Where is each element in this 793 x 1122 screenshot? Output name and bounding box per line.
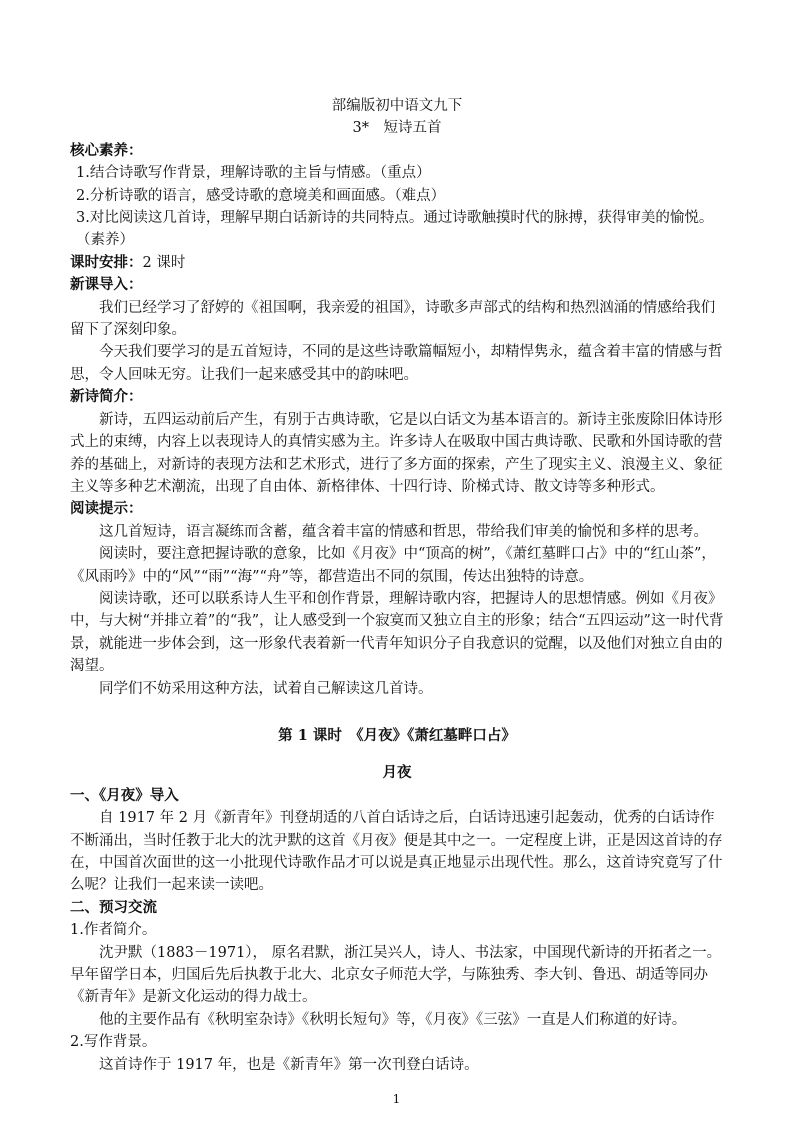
author-label: 1.作者简介。 xyxy=(70,922,157,939)
document-body xyxy=(70,95,724,1076)
reading-paragraph: 同学们不妨采用这种方法，试着自己解读这几首诗。 xyxy=(99,680,433,697)
spacer xyxy=(70,700,724,725)
reading-heading: 阅读提示： xyxy=(70,500,143,518)
schedule-line xyxy=(70,252,724,274)
spacer xyxy=(70,747,724,762)
newpoem-heading: 新诗简介： xyxy=(70,388,143,406)
page-number: 1 xyxy=(392,1092,401,1106)
reading-paragraph: 这几首短诗，语言凝练而含蓄，蕴含着丰富的情感和哲思，带给我们审美的愉悦和多样的思考。 xyxy=(99,523,708,540)
section1-heading: 一、《月夜》导入 xyxy=(70,786,179,804)
intro-paragraph: 我们已经学习了舒婷的《祖国啊，我亲爱的祖国》，诗歌多声部式的结构和热烈汹涌的情感给我们留下了深刻印象。 xyxy=(70,299,716,339)
section1-paragraph: 自 1917 年 2 月《新青年》刊登胡适的八首白话诗之后，白话诗迅速引起轰动，优秀的白话诗作不断涌出，当时任教于北大的沈尹默的这首《月夜》便是其中之一。一定程度上讲，正是因这首诗的存在，中国首次面世的这一小批现代诗歌作品才可以说是真正地显示出现代性。那么，这首诗究竟写了什么呢？让我们一起来读一读吧。 xyxy=(70,810,723,894)
newpoem-paragraph: 新诗，五四运动前后产生，有别于古典诗歌，它是以白话文为基本语言的。新诗主张废除旧体诗形式上的束缚，内容上以表现诗人的真情实感为主。许多诗人在吸取中国古典诗歌、民歌和外国诗歌的营养的基础上，对新诗的表现方法和艺术形式，进行了多方面的探索，产生了现实主义、浪漫主义、象征主义等多种艺术潮流，出现了自由体、新格律体、十四行诗、阶梯式诗、散文诗等多种形式。 xyxy=(70,411,723,495)
reading-paragraph: 阅读时，要注意把握诗歌的意象，比如《月夜》中“顶高的树”，《萧红墓畔口占》中的“红山茶”，《风雨吟》中的“风”“雨”“海”“舟”等，都营造出不同的氛围，传达出独特的诗意。 xyxy=(70,546,716,585)
intro-heading: 新课导入： xyxy=(70,276,143,294)
core-item: 1.结合诗歌写作背景，理解诗歌的主旨与情感。（重点） xyxy=(76,165,431,182)
document-subtitle: 3* 短诗五首 xyxy=(352,120,442,137)
core-heading: 核心素养： xyxy=(70,141,143,159)
background-paragraph: 这首诗作于 1917 年，也是《新青年》第一次刊登白话诗。 xyxy=(99,1056,479,1073)
poem-title: 月夜 xyxy=(382,764,412,782)
lesson-title: 第 1 课时 《月夜》《萧红墓畔口占》 xyxy=(278,726,516,744)
core-item: 2.分析诗歌的语言，感受诗歌的意境美和画面感。（难点） xyxy=(76,187,446,204)
reading-paragraph: 阅读诗歌，还可以联系诗人生平和创作背景，理解诗歌内容，把握诗人的思想情感。例如《月夜》中，与大树“并排立着”的“我”，让人感受到一个寂寞而又独立自主的形象；结合“五四运动”这一时代背景，就能进一步体会到，这一形象代表着新一代青年知识分子自我意识的觉醒，以及他们对独立自由的渴望。 xyxy=(70,590,724,675)
author-paragraph: 沈尹默（1883－1971）， 原名君默，浙江吴兴人，诗人、书法家，中国现代新诗的开拓者之一。早年留学日本，归国后先后执教于北大、北京女子师范大学，与陈独秀、李大钊、鲁迅、胡适等同办《新青年》是新文化运动的得力战士。 xyxy=(70,944,722,1006)
intro-paragraph: 今天我们要学习的是五首短诗，不同的是这些诗歌篇幅短小，却精悍隽永，蕴含着丰富的情感与哲思，令人回味无穷。让我们一起来感受其中的韵味吧。 xyxy=(70,344,723,383)
core-item: 3.对比阅读这几首诗，理解早期白话新诗的共同特点。通过诗歌触摸时代的脉搏，获得审美的愉悦。（素养） xyxy=(76,210,714,249)
schedule-value: 2 课时 xyxy=(142,254,186,271)
background-label: 2.写作背景。 xyxy=(70,1034,157,1051)
document-title: 部编版初中语文九下 xyxy=(331,98,463,114)
section2-heading: 二、预习交流 xyxy=(70,898,157,916)
works-paragraph: 他的主要作品有《秋明室杂诗》《秋明长短句》等，《月夜》《三弦》一直是人们称道的好诗。 xyxy=(99,1011,687,1028)
schedule-heading: 课时安排： xyxy=(70,253,143,271)
